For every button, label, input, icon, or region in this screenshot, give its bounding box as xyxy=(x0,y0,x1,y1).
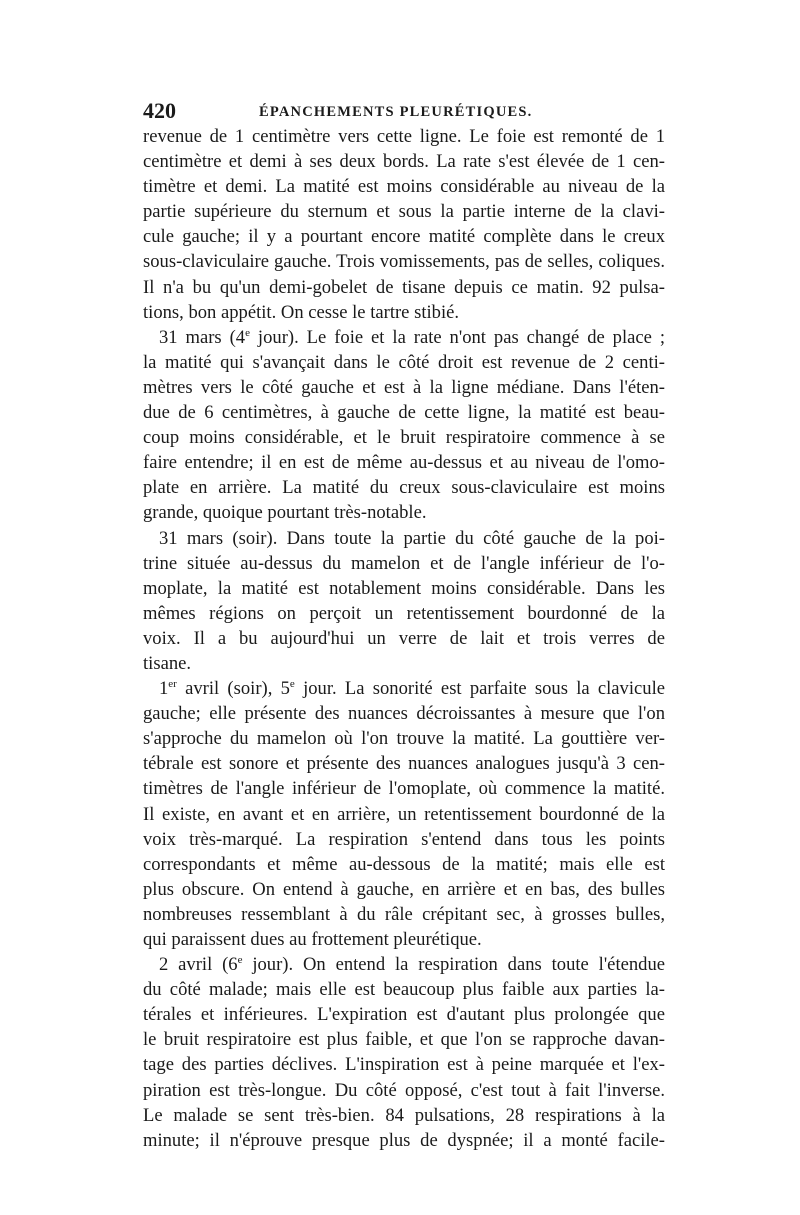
line-text: piration est très-longue. Du côté opposé, c'est tout à fait l'inverse. xyxy=(143,1079,665,1101)
text-line xyxy=(143,927,665,952)
line-text: mêmes régions on perçoit un retentissement bourdonné de la xyxy=(143,602,665,624)
text-line xyxy=(143,275,665,300)
text-line xyxy=(143,1002,665,1027)
line-text: revenue de 1 centimètre vers cette ligne. Le foie est remonté de 1 xyxy=(143,126,665,147)
line-text: tions, bon appétit. On cesse le tartre stibié. xyxy=(143,301,460,323)
text-line xyxy=(143,751,665,776)
text-line xyxy=(143,1052,665,1077)
line-text: qui paraissent dues au frottement pleurétique. xyxy=(143,929,482,950)
line-text: avril (soir), 5 xyxy=(176,678,290,700)
text-line xyxy=(143,1078,665,1103)
line-text: jour. La sonorité est parfaite sous la clavicule xyxy=(294,678,665,700)
line-text: jour). Le foie et la rate n'ont pas changé de place ; xyxy=(250,326,665,348)
text-line xyxy=(143,902,665,927)
line-text: tisane. xyxy=(143,652,192,674)
line-text: plus obscure. On entend à gauche, en arrière et en bas, des bulles xyxy=(143,878,665,900)
body-text xyxy=(143,124,665,1153)
line-text: moplate, la matité est notablement moins considérable. Dans les xyxy=(143,577,665,599)
line-text: centimètre et demi à ses deux bords. La rate s'est élevée de 1 cen- xyxy=(143,151,665,173)
line-text: voix. Il a bu aujourd'hui un verre de lait et trois verres de xyxy=(143,627,665,649)
text-line xyxy=(143,375,665,400)
text-line xyxy=(143,1027,665,1052)
line-text: correspondants et même au-dessous de la matité; mais elle est xyxy=(143,853,665,875)
line-text: coup moins considérable, et le bruit respiratoire commence à se xyxy=(143,427,665,449)
line-text: Il n'a bu qu'un demi-gobelet de tisane depuis ce matin. 92 pulsa- xyxy=(143,276,665,298)
line-text: trine située au-dessus du mamelon et de l'angle inférieur de l'o- xyxy=(143,552,665,574)
line-text: sous-claviculaire gauche. Trois vomissements, pas de selles, coliques. xyxy=(143,251,665,273)
line-text: timètre et demi. La matité est moins considérable au niveau de la xyxy=(143,176,665,198)
text-line xyxy=(143,802,665,827)
text-line xyxy=(143,827,665,852)
line-text: gauche; elle présente des nuances décroissantes à mesure que l'on xyxy=(143,703,665,725)
line-text: minute; il n'éprouve presque plus de dyspnée; il a monté facile- xyxy=(143,1129,665,1151)
text-line xyxy=(143,701,665,726)
text-line xyxy=(143,626,665,651)
text-line xyxy=(143,977,665,1002)
line-text: faire entendre; il en est de même au-dessus et au niveau de l'omo- xyxy=(143,452,665,474)
line-text: 31 mars (4 xyxy=(159,326,246,348)
line-text: due de 6 centimètres, à gauche de cette ligne, la matité est beau- xyxy=(143,402,665,424)
text-line xyxy=(143,852,665,877)
text-line xyxy=(143,651,665,676)
text-line xyxy=(143,224,665,249)
page-number: 420 xyxy=(143,98,176,123)
superscript: er xyxy=(168,678,177,691)
text-line xyxy=(143,576,665,601)
text-line xyxy=(143,1128,665,1153)
line-text: le bruit respiratoire est plus faible, et que l'on se rapproche davan- xyxy=(143,1029,665,1051)
text-line xyxy=(143,1103,665,1128)
superscript: e xyxy=(237,954,243,967)
text-line xyxy=(143,425,665,450)
line-text: 1 xyxy=(159,678,169,700)
text-line xyxy=(143,325,665,350)
text-line xyxy=(143,726,665,751)
text-line xyxy=(143,400,665,425)
line-text: 2 avril (6 xyxy=(159,954,238,976)
text-line xyxy=(143,149,665,174)
superscript: e xyxy=(245,326,250,339)
line-text: plate en arrière. La matité du creux sous-claviculaire est moins xyxy=(143,477,665,499)
line-text: s'approche du mamelon où l'on trouve la matité. La gouttière ver- xyxy=(143,728,665,750)
text-line xyxy=(143,199,665,224)
text-line xyxy=(143,350,665,375)
text-line xyxy=(143,174,665,199)
line-text: voix très-marqué. La respiration s'entend dans tous les points xyxy=(143,828,665,850)
line-text: nombreuses ressemblant à du râle crépitant sec, à grosses bulles, xyxy=(143,903,665,925)
line-text: tage des parties déclives. L'inspiration est à peine marquée et l'ex- xyxy=(143,1054,665,1076)
text-line xyxy=(143,124,665,149)
line-text: mètres vers le côté gauche et est à la ligne médiane. Dans l'éten- xyxy=(143,376,665,398)
line-text: térales et inférieures. L'expiration est d'autant plus prolongée que xyxy=(143,1004,665,1026)
text-line xyxy=(143,601,665,626)
superscript: e xyxy=(289,678,295,691)
text-line xyxy=(143,475,665,500)
line-text: grande, quoique pourtant très-notable. xyxy=(143,502,427,524)
page-header xyxy=(143,98,665,124)
line-text: Il existe, en avant et en arrière, un retentissement bourdonné de la xyxy=(143,803,665,825)
text-line xyxy=(143,952,665,977)
running-title: ÉPANCHEMENTS PLEURÉTIQUES. xyxy=(259,104,533,120)
line-text: du côté malade; mais elle est beaucoup plus faible aux parties la- xyxy=(143,979,665,1001)
line-text: cule gauche; il y a pourtant encore matité complète dans le creux xyxy=(143,226,665,248)
text-line xyxy=(143,877,665,902)
line-text: jour). On entend la respiration dans toute l'étendue xyxy=(242,954,665,976)
text-line xyxy=(143,500,665,525)
line-text: tébrale est sonore et présente des nuances analogues jusqu'à 3 cen- xyxy=(143,753,665,775)
text-line xyxy=(143,450,665,475)
text-line xyxy=(143,249,665,274)
line-text: la matité qui s'avançait dans le côté droit est revenue de 2 centi- xyxy=(143,351,665,373)
line-text: 31 mars (soir). Dans toute la partie du côté gauche de la poi- xyxy=(159,527,665,549)
text-line xyxy=(143,526,665,551)
text-line xyxy=(143,300,665,325)
text-line xyxy=(143,776,665,801)
text-line xyxy=(143,551,665,576)
line-text: partie supérieure du sternum et sous la partie interne de la clavi- xyxy=(143,201,665,223)
line-text: timètres de l'angle inférieur de l'omoplate, où commence la matité. xyxy=(143,778,665,800)
line-text: Le malade se sent très-bien. 84 pulsations, 28 respirations à la xyxy=(143,1104,665,1126)
text-line xyxy=(143,676,665,701)
